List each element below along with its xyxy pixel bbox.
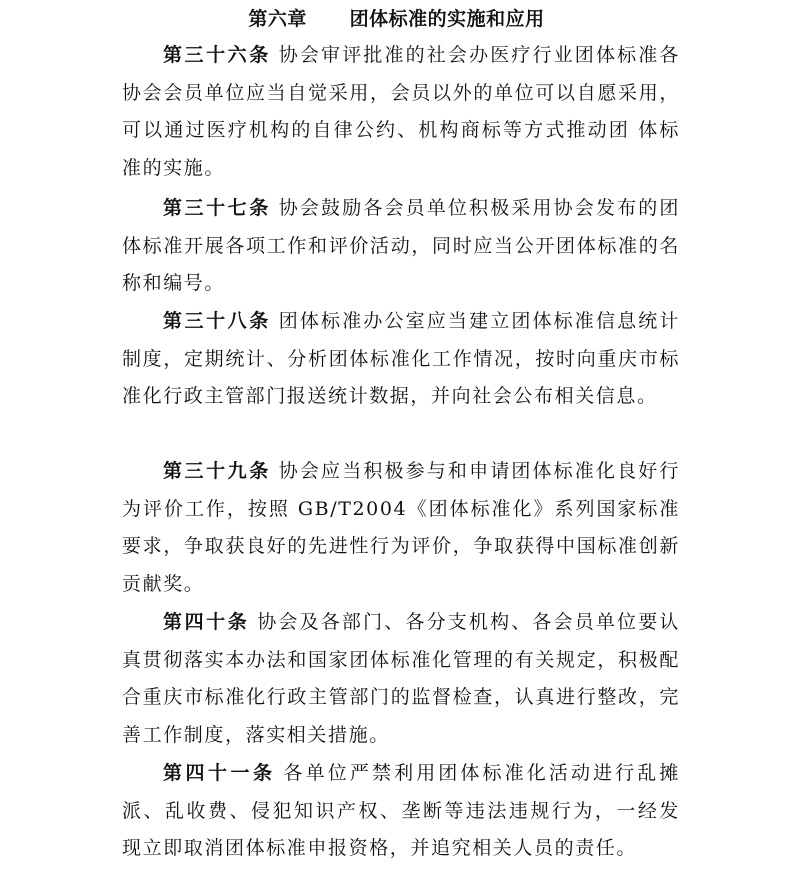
article-text: 协会审评批准的社会办医疗行业团体标准各协会会员单位应当自觉采用，会员以外的单位可以自愿采用，可以通过医疗机构的自律公约、机构商标等方式推动团 体标准的实施。 <box>122 44 680 179</box>
article-39 <box>122 453 680 603</box>
article-text: 各单位严禁利用团体标准化活动进行乱摊派、乱收费、侵犯知识产权、垄断等违法违规行为，一经发 现立即取消团体标准申报资格，并追究相关人员的责任。 <box>122 762 680 859</box>
article-38 <box>122 303 680 416</box>
article-label: 第三十八条 <box>163 310 271 332</box>
article-41 <box>122 755 680 868</box>
article-label: 第三十九条 <box>163 460 271 482</box>
article-label: 第三十六条 <box>163 44 271 66</box>
chapter-title: 第六章 团体标准的实施和应用 <box>248 8 545 30</box>
article-label: 第四十一条 <box>163 762 276 784</box>
article-text: 协会鼓励各会员单位积极采用协会发布的团体标准开展各项工作和评价活动，同时应当公开团体标准的名称和编号。 <box>122 197 680 294</box>
article-37 <box>122 190 680 303</box>
article-36 <box>122 37 680 187</box>
article-label: 第四十条 <box>163 611 250 633</box>
article-label: 第三十七条 <box>163 197 271 219</box>
article-text: 团体标准办公室应当建立团体标准信息统计制度，定期统计、分析团体标准化工作情况，按时向重庆市标准化行政主管部门报送统计数据，并向社会公布相关信息。 <box>122 310 680 407</box>
article-text: 协会应当积极参与和申请团体标准化良好行为评价工作，按照 GB/T2004《团体标准化》系列国家标准要求，争取获良好的先进性行为评价，争取获得中国标准创新贡献奖。 <box>122 460 680 595</box>
article-40 <box>122 604 680 754</box>
article-text: 协会及各部门、各分支机构、各会员单位要认真贯彻落实本办法和国家团体标准化管理的有关规定，积极配合重庆市标准化行政主管部门的监督检查，认真进行整改，完善工作制度，落实相关措施。 <box>122 611 680 746</box>
